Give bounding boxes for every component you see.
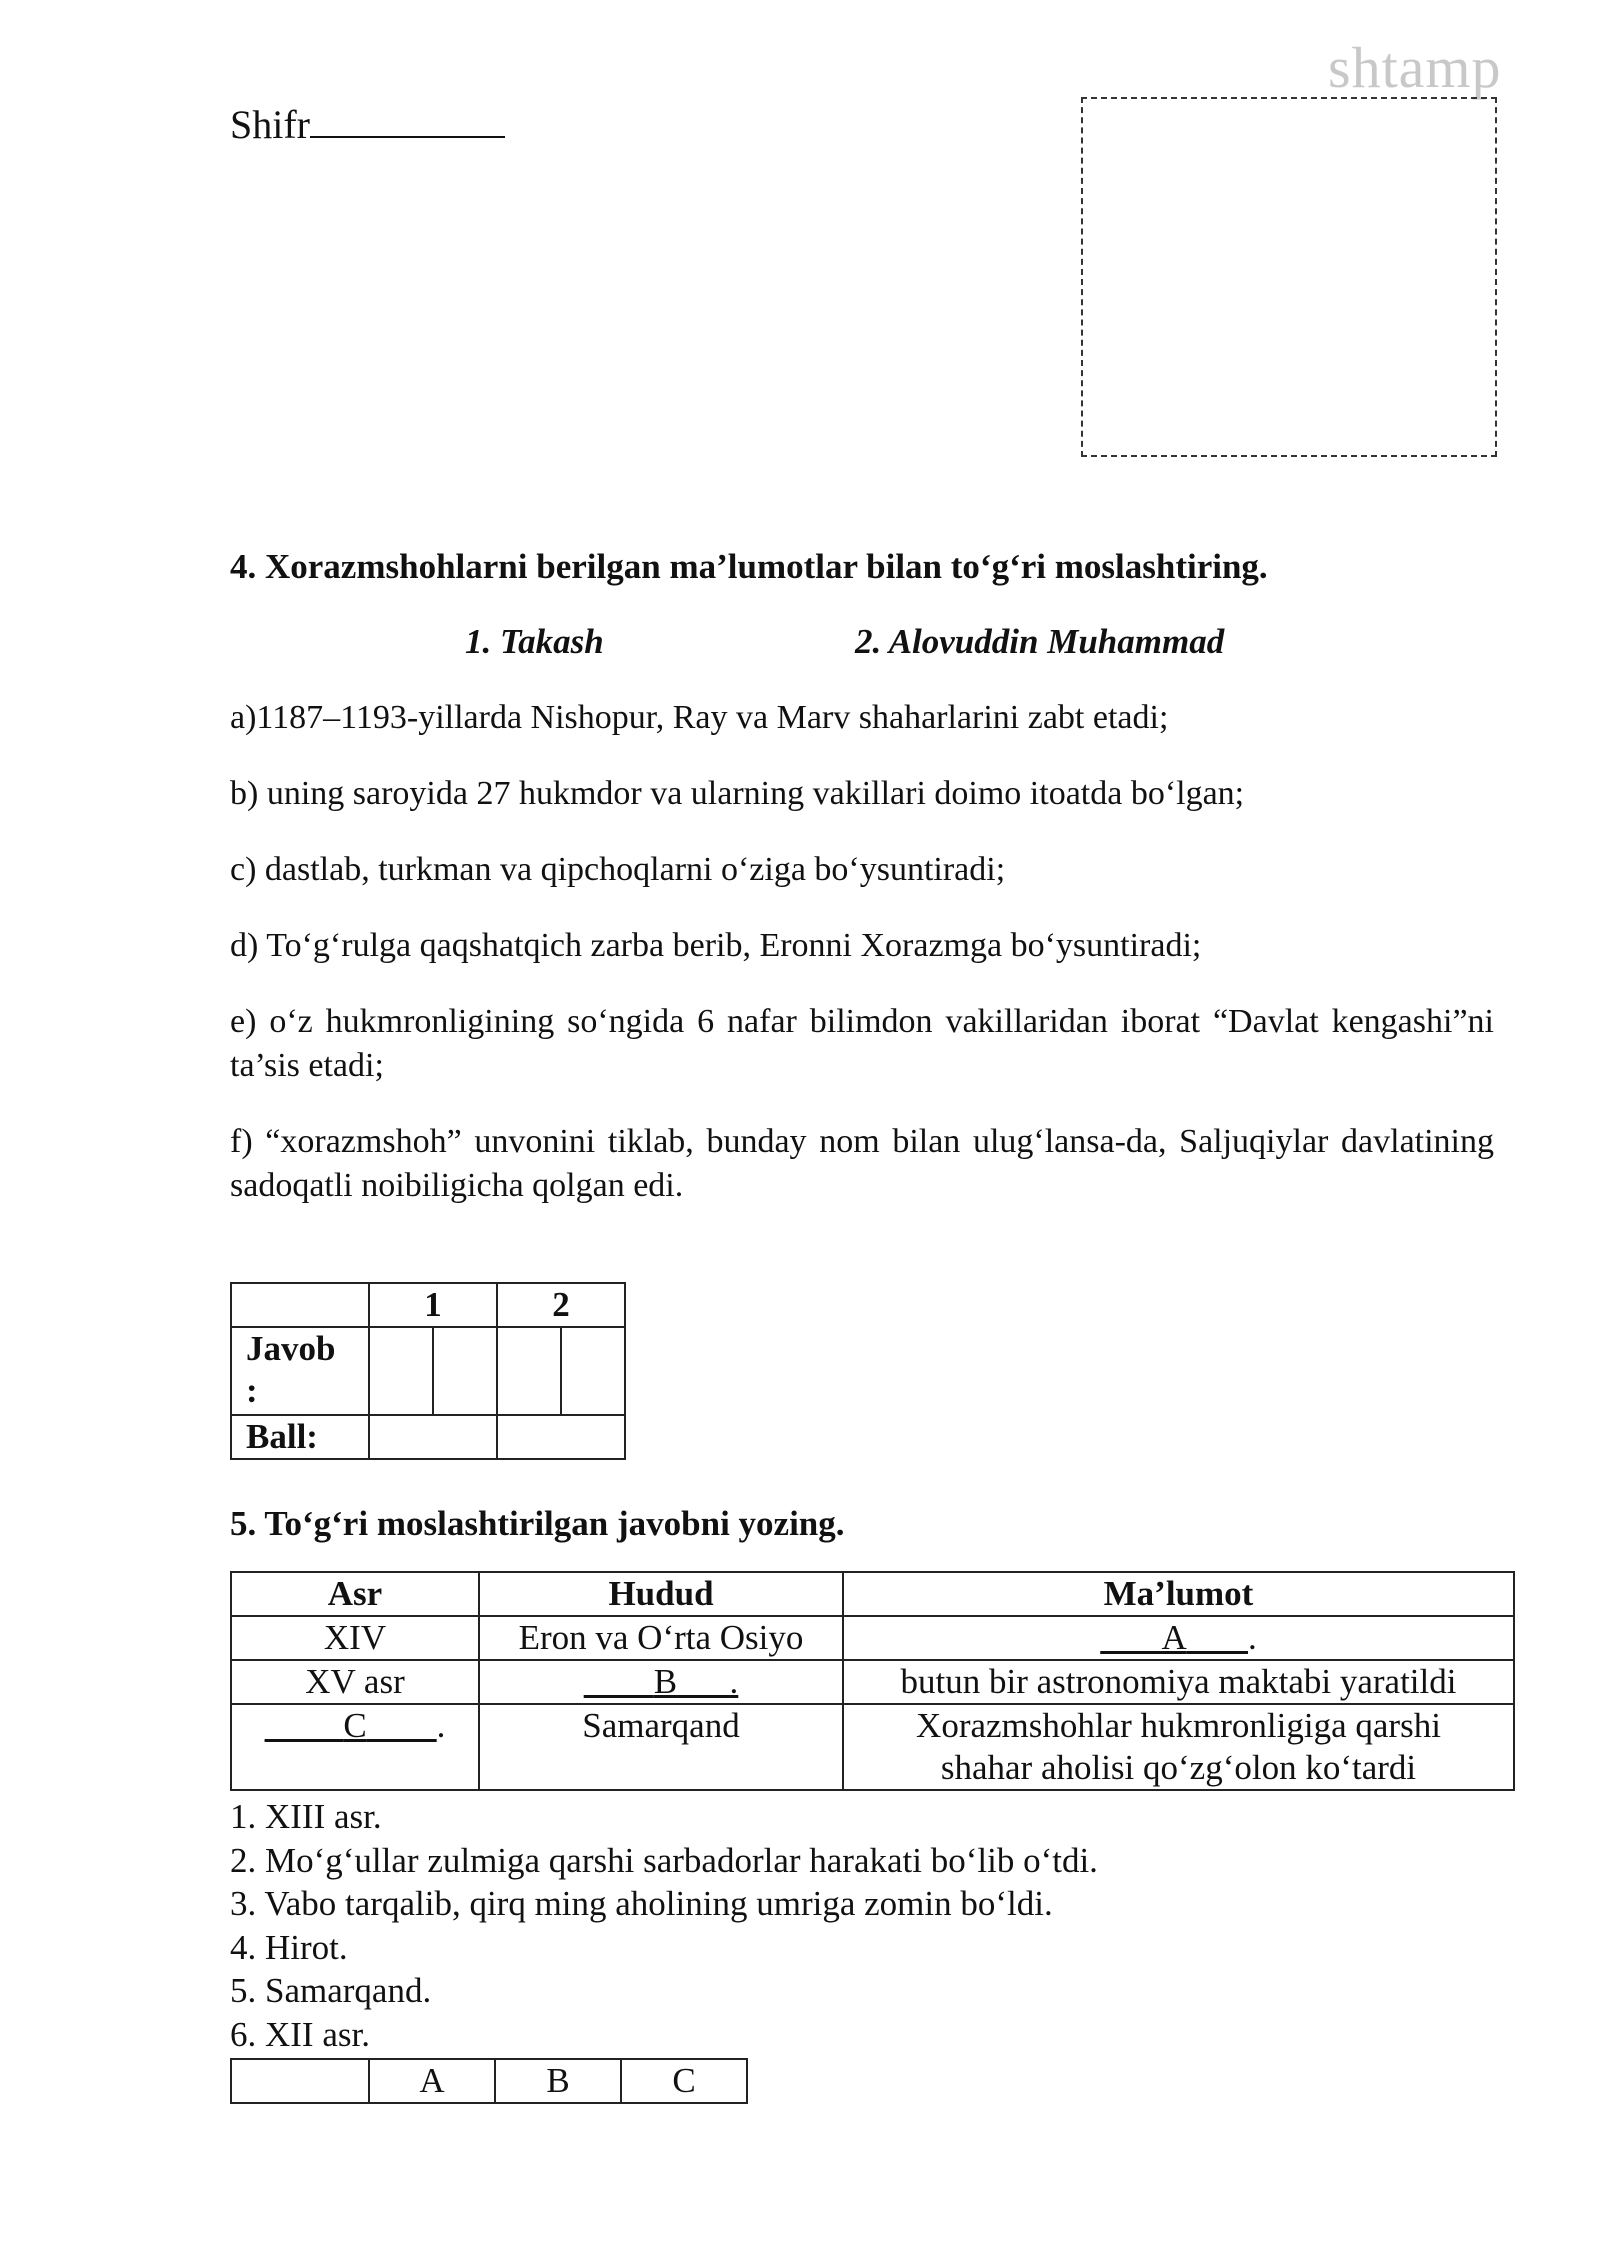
blank-b-dot: . [729, 1662, 739, 1701]
stamp-label: shtamp [1328, 35, 1502, 100]
header-region: Hudud [479, 1572, 843, 1616]
header-info: Ma’lumot [843, 1572, 1514, 1616]
list-item: 4. Hirot. [230, 1927, 348, 1967]
century-cell [231, 1704, 479, 1790]
column-b-header: B [495, 2059, 621, 2103]
blank-c-dot: . [436, 1706, 446, 1745]
blank-c[interactable] [265, 1705, 437, 1747]
statement-c: c) dastlab, turkman va qipchoqlarni o‘ziga bo‘ysuntiradi; [230, 851, 1006, 888]
answer-table-q4 [230, 1282, 626, 1460]
answer-cell-2a[interactable] [497, 1327, 561, 1415]
option-takash: 1. Takash [465, 622, 604, 661]
answer-label-colon: : [246, 1371, 258, 1410]
column-1-header: 1 [369, 1283, 497, 1327]
list-item: 6. XII asr. [230, 2014, 370, 2054]
question-5-title: 5. To‘g‘ri moslashtirilgan javobni yozing. [230, 1504, 845, 1543]
answer-cell-2b[interactable] [561, 1327, 625, 1415]
info-line-1: Xorazmshohlar hukmronligiga qarshi [916, 1706, 1441, 1745]
cipher-blank-line[interactable] [310, 100, 505, 138]
stamp-box [1081, 97, 1497, 457]
list-item: 1. XIII asr. [230, 1797, 382, 1836]
table-row [231, 1660, 1514, 1704]
blank-c-letter: C [343, 1706, 367, 1745]
list-item: 3. Vabo tarqalib, qirq ming aholining umriga zomin bo‘ldi. [230, 1884, 1053, 1923]
answer-cell-1b[interactable] [433, 1327, 497, 1415]
info-line-2: shahar aholisi qo‘zg‘olon ko‘tardi [940, 1748, 1417, 1787]
table-row [231, 1704, 1514, 1790]
score-cell-1[interactable] [369, 1415, 497, 1459]
column-a-header: A [369, 2059, 495, 2103]
blank-a[interactable] [1100, 1617, 1248, 1659]
statement-a: a)1187–1193-yillarda Nishopur, Ray va Marv shaharlarini zabt etadi; [230, 699, 1169, 736]
list-item: 5. Samarqand. [230, 1971, 432, 2010]
cipher-field [230, 100, 505, 149]
corner-cell [231, 1283, 369, 1327]
score-row-label: Ball: [231, 1415, 369, 1459]
cipher-label: Shifr [230, 102, 310, 147]
region-cell [479, 1660, 843, 1704]
table-row [231, 1616, 1514, 1660]
statement-e: e) o‘z hukmronligining so‘ngida 6 nafar bilimdon vakillaridan iborat “Davlat kengashi”ni ta’sis etadi; [230, 1003, 1494, 1084]
answer-label: Javob [246, 1329, 336, 1368]
header-century: Asr [231, 1572, 479, 1616]
info-cell: butun bir astronomiya maktabi yaratildi [843, 1660, 1514, 1704]
question-4-title: 4. Xorazmshohlarni berilgan ma’lumotlar bilan to‘g‘ri moslashtiring. [230, 547, 1268, 586]
corner-cell [231, 2059, 369, 2103]
statement-d: d) To‘g‘rulga qaqshatqich zarba berib, Eronni Xorazmga bo‘ysuntiradi; [230, 927, 1202, 964]
region-cell: Eron va O‘rta Osiyo [479, 1616, 843, 1660]
blank-b-letter: B [653, 1662, 678, 1701]
century-cell: XV asr [231, 1660, 479, 1704]
info-cell [843, 1616, 1514, 1660]
list-item: 2. Mo‘g‘ullar zulmiga qarshi sarbadorlar harakati bo‘lib o‘tdi. [230, 1840, 1098, 1880]
blank-b[interactable] [584, 1661, 739, 1703]
score-cell-2[interactable] [497, 1415, 625, 1459]
info-cell [843, 1704, 1514, 1790]
statement-f: f) “xorazmshoh” unvonini tiklab, bunday nom bilan ulug‘lansa-da, Saljuqiylar davlatining sadoqatli noibiligicha qolgan edi. [230, 1123, 1494, 1204]
answer-cell-1a[interactable] [369, 1327, 433, 1415]
answer-row-label [231, 1327, 369, 1415]
blank-a-dot: . [1248, 1618, 1257, 1657]
matching-table-q5 [230, 1571, 1515, 1791]
century-cell: XIV [231, 1616, 479, 1660]
option-alovuddin: 2. Alovuddin Muhammad [855, 622, 1225, 661]
region-cell: Samarqand [479, 1704, 843, 1790]
blank-a-letter: A [1161, 1618, 1187, 1657]
column-2-header: 2 [497, 1283, 625, 1327]
answer-options-list [230, 1795, 1098, 2056]
column-c-header: C [621, 2059, 747, 2103]
answer-table-q5 [230, 2058, 748, 2104]
statement-b: b) uning saroyida 27 hukmdor va ularning vakillari doimo itoatda bo‘lgan; [230, 775, 1245, 812]
